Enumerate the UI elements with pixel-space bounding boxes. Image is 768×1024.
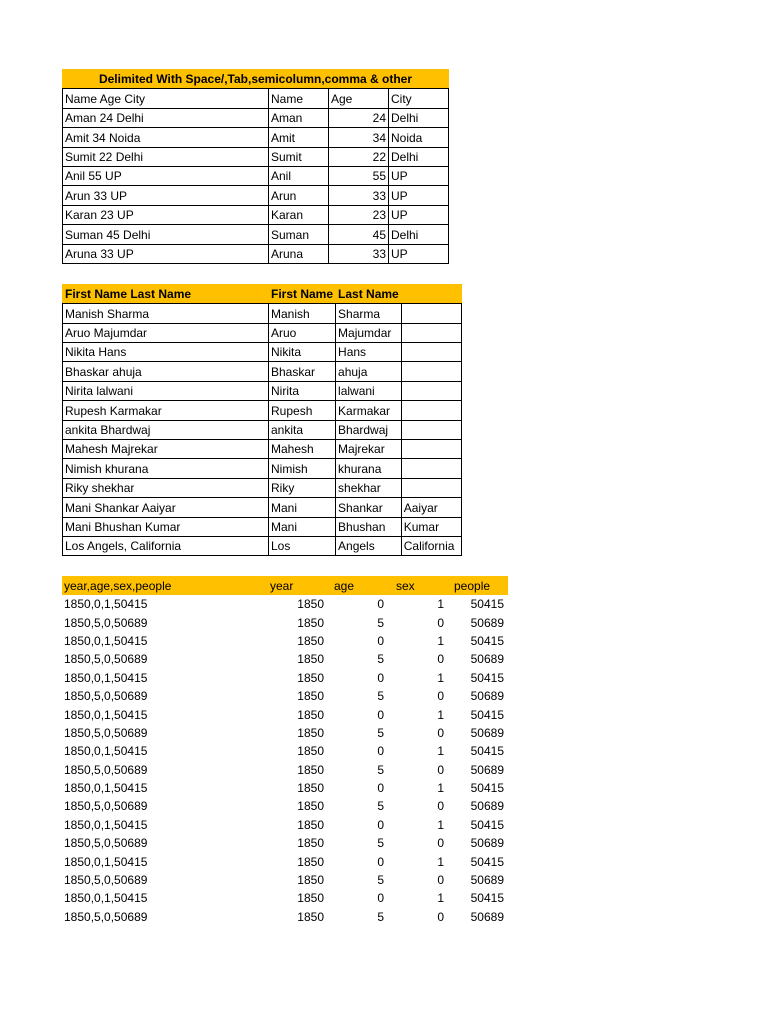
cell[interactable]: Manish Sharma bbox=[63, 304, 269, 323]
table-row bbox=[62, 907, 508, 925]
cell[interactable]: 0 bbox=[377, 817, 384, 832]
table-row bbox=[62, 650, 508, 668]
cell[interactable]: Bhushan bbox=[336, 517, 402, 536]
cell[interactable]: California bbox=[401, 536, 461, 555]
cell[interactable] bbox=[401, 459, 461, 478]
cell[interactable]: 50415 bbox=[470, 744, 504, 759]
cell[interactable]: 1 bbox=[437, 744, 444, 759]
table-row bbox=[63, 225, 449, 244]
table-row bbox=[62, 834, 508, 852]
cell[interactable]: First Name Last Name bbox=[63, 284, 269, 303]
table-row bbox=[63, 323, 462, 342]
cell[interactable]: 50415 bbox=[470, 707, 504, 722]
table-row bbox=[63, 517, 462, 536]
cell[interactable]: 5 bbox=[377, 689, 384, 704]
cell[interactable]: 1850 bbox=[297, 781, 324, 796]
cell[interactable]: 5 bbox=[377, 836, 384, 851]
cell[interactable]: age bbox=[328, 576, 388, 594]
cell[interactable]: 1850 bbox=[297, 597, 324, 612]
cell[interactable]: Mahesh bbox=[269, 440, 336, 459]
csv-split-table-body bbox=[62, 576, 508, 925]
cell[interactable]: 50415 bbox=[470, 781, 504, 796]
cell[interactable]: Anil 55 UP bbox=[63, 166, 269, 185]
table-row bbox=[63, 128, 449, 147]
cell[interactable]: 1 bbox=[437, 817, 444, 832]
table-row bbox=[63, 498, 462, 517]
cell[interactable]: 1850,5,0,50689 bbox=[64, 689, 148, 704]
cell[interactable]: 1850,5,0,50689 bbox=[64, 725, 148, 740]
cell[interactable]: 50689 bbox=[470, 909, 504, 924]
table-row bbox=[62, 760, 508, 778]
cell[interactable]: Shankar bbox=[336, 498, 402, 517]
cell[interactable]: 1850,5,0,50689 bbox=[64, 652, 148, 667]
cell[interactable]: 0 bbox=[377, 781, 384, 796]
cell[interactable]: Aruo Majumdar bbox=[63, 323, 269, 342]
cell[interactable]: 0 bbox=[377, 707, 384, 722]
cell[interactable]: 1 bbox=[437, 891, 444, 906]
name-split-table-header-row bbox=[63, 284, 462, 303]
cell[interactable]: 50689 bbox=[470, 652, 504, 667]
cell[interactable]: 50689 bbox=[470, 873, 504, 888]
cell[interactable]: 0 bbox=[437, 799, 444, 814]
cell[interactable]: ahuja bbox=[336, 362, 402, 381]
table-row bbox=[62, 595, 508, 613]
cell[interactable]: Bhaskar bbox=[269, 362, 336, 381]
cell[interactable]: 50689 bbox=[470, 836, 504, 851]
cell[interactable]: 0 bbox=[437, 725, 444, 740]
cell[interactable]: 1850,5,0,50689 bbox=[64, 762, 148, 777]
cell[interactable]: Amit bbox=[269, 128, 329, 147]
cell[interactable]: 1850 bbox=[297, 615, 324, 630]
cell[interactable]: lalwani bbox=[336, 381, 402, 400]
delimited-table bbox=[62, 69, 449, 264]
cell[interactable]: Mani Shankar Aaiyar bbox=[63, 498, 269, 517]
cell[interactable]: 0 bbox=[377, 744, 384, 759]
cell[interactable]: 1850,0,1,50415 bbox=[64, 854, 148, 869]
cell[interactable]: 1 bbox=[437, 670, 444, 685]
cell[interactable]: Rupesh Karmakar bbox=[63, 401, 269, 420]
cell[interactable]: 1850,0,1,50415 bbox=[64, 633, 148, 648]
cell[interactable]: Aruna bbox=[269, 244, 329, 263]
cell[interactable]: 5 bbox=[377, 652, 384, 667]
cell[interactable]: Anil bbox=[269, 166, 329, 185]
cell[interactable]: 1 bbox=[437, 707, 444, 722]
table-row bbox=[63, 478, 462, 497]
cell[interactable]: 0 bbox=[377, 597, 384, 612]
cell[interactable]: 1850,0,1,50415 bbox=[64, 597, 148, 612]
table-row bbox=[62, 779, 508, 797]
table-row bbox=[63, 536, 462, 555]
table-row bbox=[62, 724, 508, 742]
cell[interactable]: Suman bbox=[269, 225, 329, 244]
cell[interactable]: Majumdar bbox=[336, 323, 402, 342]
table-row bbox=[63, 186, 449, 205]
cell[interactable]: Name bbox=[269, 89, 329, 108]
cell[interactable] bbox=[401, 381, 461, 400]
cell[interactable]: Aruna 33 UP bbox=[63, 244, 269, 263]
cell[interactable]: 1850,0,1,50415 bbox=[64, 891, 148, 906]
cell[interactable]: 55 bbox=[329, 166, 389, 185]
cell[interactable]: Karmakar bbox=[336, 401, 402, 420]
cell[interactable] bbox=[401, 401, 461, 420]
cell[interactable]: people bbox=[448, 576, 508, 594]
cell[interactable]: 1 bbox=[437, 633, 444, 648]
table-row bbox=[63, 420, 462, 439]
cell[interactable]: 50415 bbox=[470, 854, 504, 869]
cell[interactable]: Riky bbox=[269, 478, 336, 497]
cell[interactable]: Nimish khurana bbox=[63, 459, 269, 478]
cell[interactable]: 0 bbox=[437, 762, 444, 777]
table-row bbox=[62, 852, 508, 870]
cell[interactable]: Aman bbox=[269, 108, 329, 127]
cell[interactable]: 1 bbox=[437, 781, 444, 796]
cell[interactable]: Noida bbox=[389, 128, 449, 147]
cell[interactable] bbox=[401, 420, 461, 439]
cell[interactable]: ankita bbox=[269, 420, 336, 439]
cell[interactable] bbox=[401, 323, 461, 342]
cell[interactable]: 1850 bbox=[297, 817, 324, 832]
cell[interactable]: Sumit bbox=[269, 147, 329, 166]
cell[interactable]: Los Angels, California bbox=[63, 536, 269, 555]
cell[interactable]: 1 bbox=[437, 854, 444, 869]
cell[interactable]: 45 bbox=[329, 225, 389, 244]
cell[interactable]: 1850,5,0,50689 bbox=[64, 799, 148, 814]
cell[interactable]: Delhi bbox=[389, 147, 449, 166]
cell[interactable]: 5 bbox=[377, 615, 384, 630]
csv-split-table bbox=[62, 576, 508, 925]
delimited-table-header-row bbox=[63, 89, 449, 108]
table-row bbox=[63, 343, 462, 362]
cell[interactable]: 0 bbox=[437, 615, 444, 630]
row-gap bbox=[62, 556, 508, 576]
cell[interactable]: Suman 45 Delhi bbox=[63, 225, 269, 244]
cell[interactable]: 1850 bbox=[297, 725, 324, 740]
table-row bbox=[63, 401, 462, 420]
cell[interactable]: 1850,0,1,50415 bbox=[64, 781, 148, 796]
name-split-table bbox=[62, 284, 462, 556]
cell[interactable] bbox=[401, 440, 461, 459]
cell[interactable] bbox=[401, 478, 461, 497]
cell[interactable]: 50689 bbox=[470, 725, 504, 740]
table-row bbox=[63, 362, 462, 381]
cell[interactable]: 1850 bbox=[297, 633, 324, 648]
cell[interactable]: 1850 bbox=[297, 799, 324, 814]
cell[interactable]: 1850 bbox=[297, 652, 324, 667]
cell[interactable]: 1850,5,0,50689 bbox=[64, 873, 148, 888]
cell[interactable]: 50689 bbox=[470, 615, 504, 630]
cell[interactable]: ankita Bhardwaj bbox=[63, 420, 269, 439]
cell[interactable]: 0 bbox=[437, 873, 444, 888]
spreadsheet bbox=[62, 69, 508, 926]
cell[interactable]: 5 bbox=[377, 909, 384, 924]
cell[interactable]: Nimish bbox=[269, 459, 336, 478]
table-row bbox=[62, 613, 508, 631]
cell[interactable]: sex bbox=[388, 576, 448, 594]
cell[interactable]: Riky shekhar bbox=[63, 478, 269, 497]
table-row bbox=[63, 166, 449, 185]
cell[interactable]: Bhaskar ahuja bbox=[63, 362, 269, 381]
cell[interactable]: City bbox=[389, 89, 449, 108]
table-row bbox=[62, 687, 508, 705]
table-row bbox=[62, 705, 508, 723]
cell[interactable]: 1850 bbox=[297, 909, 324, 924]
cell[interactable]: Delhi bbox=[389, 108, 449, 127]
row-gap bbox=[62, 264, 508, 284]
cell[interactable]: 22 bbox=[329, 147, 389, 166]
cell[interactable]: 34 bbox=[329, 128, 389, 147]
cell[interactable]: Rupesh bbox=[269, 401, 336, 420]
cell[interactable]: 1850,0,1,50415 bbox=[64, 744, 148, 759]
cell[interactable]: Mani Bhushan Kumar bbox=[63, 517, 269, 536]
cell[interactable]: Manish bbox=[269, 304, 336, 323]
cell[interactable]: Mahesh Majrekar bbox=[63, 440, 269, 459]
cell[interactable]: UP bbox=[389, 205, 449, 224]
cell[interactable]: 0 bbox=[377, 854, 384, 869]
table-row bbox=[62, 815, 508, 833]
cell[interactable]: 33 bbox=[329, 244, 389, 263]
cell[interactable] bbox=[401, 304, 461, 323]
cell[interactable]: 5 bbox=[377, 799, 384, 814]
cell[interactable]: Nirita lalwani bbox=[63, 381, 269, 400]
cell[interactable]: 0 bbox=[437, 909, 444, 924]
cell[interactable]: 1850,5,0,50689 bbox=[64, 909, 148, 924]
cell[interactable]: Arun bbox=[269, 186, 329, 205]
cell[interactable]: 1850 bbox=[297, 744, 324, 759]
cell[interactable]: Aruo bbox=[269, 323, 336, 342]
cell[interactable]: 33 bbox=[329, 186, 389, 205]
table-row bbox=[62, 871, 508, 889]
table-row bbox=[63, 440, 462, 459]
table-row bbox=[62, 668, 508, 686]
name-split-table-body bbox=[63, 284, 462, 555]
cell[interactable]: 1850,0,1,50415 bbox=[64, 817, 148, 832]
cell[interactable]: Angels bbox=[336, 536, 402, 555]
cell[interactable]: 50415 bbox=[470, 597, 504, 612]
delimited-table-title-row bbox=[63, 70, 449, 89]
cell[interactable]: 50415 bbox=[470, 817, 504, 832]
cell[interactable]: 50689 bbox=[470, 689, 504, 704]
cell[interactable]: Kumar bbox=[401, 517, 461, 536]
cell[interactable]: Karan bbox=[269, 205, 329, 224]
cell[interactable]: 5 bbox=[377, 725, 384, 740]
cell[interactable]: Nikita bbox=[269, 343, 336, 362]
cell[interactable]: khurana bbox=[336, 459, 402, 478]
table-row bbox=[63, 244, 449, 263]
cell[interactable]: Delhi bbox=[389, 225, 449, 244]
cell[interactable]: Sumit 22 Delhi bbox=[63, 147, 269, 166]
cell[interactable]: Mani bbox=[269, 498, 336, 517]
cell[interactable]: Aman 24 Delhi bbox=[63, 108, 269, 127]
cell[interactable]: 0 bbox=[437, 652, 444, 667]
cell[interactable]: year bbox=[268, 576, 328, 594]
cell[interactable]: Age bbox=[329, 89, 389, 108]
table-row bbox=[62, 742, 508, 760]
cell[interactable]: 1850 bbox=[297, 762, 324, 777]
cell[interactable] bbox=[401, 343, 461, 362]
table-row bbox=[62, 632, 508, 650]
cell[interactable]: Name Age City bbox=[63, 89, 269, 108]
cell[interactable]: 0 bbox=[437, 689, 444, 704]
cell[interactable]: 1850 bbox=[297, 689, 324, 704]
table-row bbox=[63, 108, 449, 127]
cell[interactable]: year,age,sex,people bbox=[62, 576, 268, 594]
cell[interactable]: UP bbox=[389, 186, 449, 205]
cell[interactable] bbox=[401, 284, 461, 303]
cell[interactable]: 1850,0,1,50415 bbox=[64, 707, 148, 722]
table-row bbox=[63, 304, 462, 323]
csv-split-table-header-row bbox=[62, 576, 508, 594]
cell[interactable]: 50689 bbox=[470, 762, 504, 777]
cell[interactable]: First Name bbox=[269, 284, 336, 303]
cell[interactable]: UP bbox=[389, 166, 449, 185]
table-row bbox=[63, 147, 449, 166]
cell[interactable]: 1850 bbox=[297, 854, 324, 869]
cell[interactable]: 0 bbox=[377, 670, 384, 685]
cell[interactable]: 1850 bbox=[297, 670, 324, 685]
cell[interactable]: 24 bbox=[329, 108, 389, 127]
cell[interactable]: 1850,5,0,50689 bbox=[64, 615, 148, 630]
delimited-table-title[interactable]: Delimited With Space/,Tab,semicolumn,comma & other bbox=[63, 70, 449, 89]
cell[interactable]: 0 bbox=[437, 836, 444, 851]
cell[interactable]: Arun 33 UP bbox=[63, 186, 269, 205]
table-row bbox=[62, 797, 508, 815]
cell[interactable]: 23 bbox=[329, 205, 389, 224]
cell[interactable]: UP bbox=[389, 244, 449, 263]
cell[interactable]: 1850 bbox=[297, 873, 324, 888]
delimited-table-body bbox=[63, 70, 449, 264]
cell[interactable]: 50689 bbox=[470, 799, 504, 814]
cell[interactable]: Nirita bbox=[269, 381, 336, 400]
cell[interactable]: Hans bbox=[336, 343, 402, 362]
table-row bbox=[63, 381, 462, 400]
cell[interactable]: 5 bbox=[377, 762, 384, 777]
cell[interactable]: 50415 bbox=[470, 670, 504, 685]
cell[interactable]: 50415 bbox=[470, 633, 504, 648]
cell[interactable]: 1 bbox=[437, 597, 444, 612]
cell[interactable]: Bhardwaj bbox=[336, 420, 402, 439]
cell[interactable]: 0 bbox=[377, 633, 384, 648]
cell[interactable]: 1850,0,1,50415 bbox=[64, 670, 148, 685]
cell[interactable]: 1850 bbox=[297, 891, 324, 906]
cell[interactable]: Mani bbox=[269, 517, 336, 536]
cell[interactable]: shekhar bbox=[336, 478, 402, 497]
cell[interactable]: Los bbox=[269, 536, 336, 555]
table-row bbox=[62, 889, 508, 907]
table-row bbox=[63, 459, 462, 478]
cell[interactable]: Karan 23 UP bbox=[63, 205, 269, 224]
cell[interactable]: Majrekar bbox=[336, 440, 402, 459]
cell[interactable]: 1850,5,0,50689 bbox=[64, 836, 148, 851]
table-row bbox=[63, 205, 449, 224]
cell[interactable]: 5 bbox=[377, 873, 384, 888]
cell[interactable]: 0 bbox=[377, 891, 384, 906]
cell[interactable]: Aaiyar bbox=[401, 498, 461, 517]
cell[interactable]: Amit 34 Noida bbox=[63, 128, 269, 147]
cell[interactable]: 1850 bbox=[297, 707, 324, 722]
cell[interactable]: Nikita Hans bbox=[63, 343, 269, 362]
cell[interactable]: Sharma bbox=[336, 304, 402, 323]
cell[interactable]: 1850 bbox=[297, 836, 324, 851]
cell[interactable]: Last Name bbox=[336, 284, 402, 303]
cell[interactable]: 50415 bbox=[470, 891, 504, 906]
cell[interactable] bbox=[401, 362, 461, 381]
